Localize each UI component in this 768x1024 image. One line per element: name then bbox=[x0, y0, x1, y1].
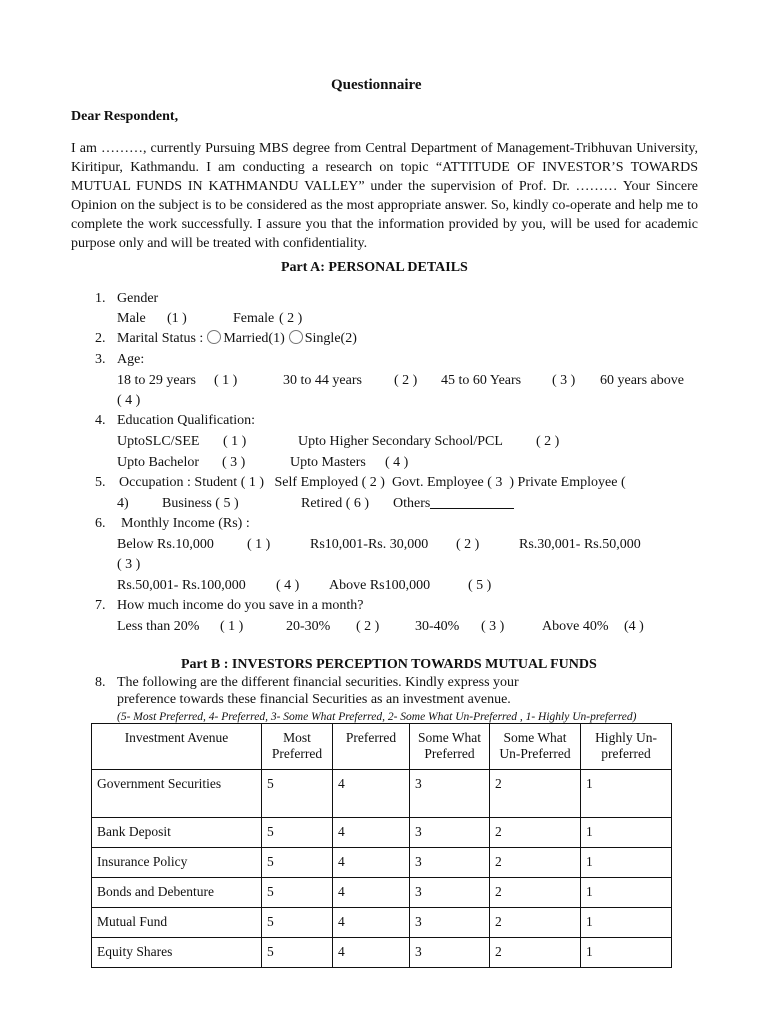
q6-option-1[interactable]: Below Rs.10,000 bbox=[117, 537, 214, 552]
part-b-heading: Part B : INVESTORS PERCEPTION TOWARDS MUTUAL FUNDS bbox=[181, 657, 597, 672]
q6-option-5[interactable]: Above Rs100,000 bbox=[329, 578, 431, 593]
table-row bbox=[92, 908, 672, 938]
q6-code-3: ( 3 ) bbox=[117, 557, 141, 572]
q2-option-single: Single(2) bbox=[304, 331, 357, 346]
q1-number: 1. bbox=[95, 291, 106, 306]
rating-cell[interactable]: 5 bbox=[262, 818, 333, 848]
rating-cell[interactable]: 3 bbox=[410, 938, 490, 968]
rating-cell[interactable]: 3 bbox=[410, 818, 490, 848]
q3-option-4[interactable]: 60 years above bbox=[600, 373, 684, 388]
q6-code-1: ( 1 ) bbox=[247, 537, 271, 552]
rating-cell[interactable]: 4 bbox=[333, 878, 410, 908]
q7-code-4: (4 ) bbox=[624, 619, 644, 634]
q4-option-3[interactable]: Upto Bachelor bbox=[117, 455, 200, 470]
q4-code-2: ( 2 ) bbox=[536, 434, 560, 449]
row-label: Bank Deposit bbox=[92, 818, 262, 848]
q5-code-4: 4) bbox=[117, 496, 129, 511]
row-label: Mutual Fund bbox=[92, 908, 262, 938]
row-label: Bonds and Debenture bbox=[92, 878, 262, 908]
rating-cell[interactable]: 4 bbox=[333, 770, 410, 818]
q7-code-2: ( 2 ) bbox=[356, 619, 380, 634]
rating-cell[interactable]: 1 bbox=[581, 878, 672, 908]
rating-cell[interactable]: 3 bbox=[410, 770, 490, 818]
rating-cell[interactable]: 1 bbox=[581, 848, 672, 878]
q4-label: Education Qualification: bbox=[117, 413, 256, 428]
q1-option-male[interactable]: Male bbox=[117, 311, 146, 326]
table-header-row bbox=[92, 724, 672, 770]
rating-cell[interactable]: 1 bbox=[581, 770, 672, 818]
rating-cell[interactable]: 1 bbox=[581, 908, 672, 938]
q5-number: 5. bbox=[95, 475, 106, 490]
header-investment-avenue: Investment Avenue bbox=[92, 724, 262, 770]
rating-cell[interactable]: 3 bbox=[410, 848, 490, 878]
rating-cell[interactable]: 3 bbox=[410, 908, 490, 938]
rating-cell[interactable]: 2 bbox=[490, 878, 581, 908]
q4-option-1[interactable]: UptoSLC/SEE bbox=[117, 434, 200, 449]
q7-code-1: ( 1 ) bbox=[220, 619, 244, 634]
table-row bbox=[92, 848, 672, 878]
q6-number: 6. bbox=[95, 516, 106, 531]
q7-option-2[interactable]: 20-30% bbox=[286, 619, 331, 634]
q4-number: 4. bbox=[95, 413, 106, 428]
q8-line-1: The following are the different financial securities. Kindly express your bbox=[117, 675, 519, 690]
q7-option-3[interactable]: 30-40% bbox=[415, 619, 460, 634]
rating-cell[interactable]: 1 bbox=[581, 818, 672, 848]
header-highly-un-preferred: Highly Un-preferred bbox=[581, 724, 672, 770]
header-preferred: Preferred bbox=[333, 724, 410, 770]
rating-cell[interactable]: 1 bbox=[581, 938, 672, 968]
q3-code-3: ( 3 ) bbox=[552, 373, 576, 388]
q6-code-4: ( 4 ) bbox=[276, 578, 300, 593]
rating-cell[interactable]: 5 bbox=[262, 770, 333, 818]
page-title: Questionnaire bbox=[331, 77, 422, 93]
header-most-preferred: Most Preferred bbox=[262, 724, 333, 770]
row-label: Government Securities bbox=[92, 770, 262, 818]
part-a-heading: Part A: PERSONAL DETAILS bbox=[281, 260, 468, 275]
rating-cell[interactable]: 4 bbox=[333, 938, 410, 968]
rating-cell[interactable]: 5 bbox=[262, 938, 333, 968]
q3-option-2[interactable]: 30 to 44 years bbox=[283, 373, 362, 388]
q6-option-4[interactable]: Rs.50,001- Rs.100,000 bbox=[117, 578, 246, 593]
rating-cell[interactable]: 5 bbox=[262, 908, 333, 938]
q4-code-4: ( 4 ) bbox=[385, 455, 409, 470]
q2-row bbox=[117, 330, 357, 348]
q3-option-1[interactable]: 18 to 29 years bbox=[117, 373, 196, 388]
rating-cell[interactable]: 2 bbox=[490, 908, 581, 938]
q3-label: Age: bbox=[117, 352, 145, 367]
q1-option-male-code: (1 ) bbox=[167, 311, 187, 326]
q4-option-4[interactable]: Upto Masters bbox=[290, 455, 366, 470]
q8-line-2: preference towards these financial Securities as an investment avenue. bbox=[117, 692, 511, 707]
q2-number: 2. bbox=[95, 331, 106, 346]
q3-code-1: ( 1 ) bbox=[214, 373, 238, 388]
rating-cell[interactable]: 5 bbox=[262, 848, 333, 878]
header-some-what-un-preferred: Some What Un-Preferred bbox=[490, 724, 581, 770]
intro-paragraph: I am ………, currently Pursuing MBS degree from Central Department of Management-Tribhuvan University, Kiritipur, Kathmandu. I am conducting a research on topic “ATTITUDE OF INVESTOR’S TOWARDS MUTUAL FUNDS IN KATHMANDU VALLEY” under the supervision of Prof. Dr. ……… Your Sincere Opinion on the subject is to be considered as the most appropriate answer. So, kindly co-operate and help me to complete the work successfully. I assure you that the information provided by you, will be used for academic purpose only and will be treated with confidentiality. bbox=[71, 141, 698, 251]
q6-code-5: ( 5 ) bbox=[468, 578, 492, 593]
q1-label: Gender bbox=[117, 291, 159, 306]
q3-number: 3. bbox=[95, 352, 106, 367]
radio-single[interactable] bbox=[289, 330, 303, 344]
table-row bbox=[92, 878, 672, 908]
q5-others-row bbox=[393, 495, 514, 513]
rating-cell[interactable]: 4 bbox=[333, 818, 410, 848]
rating-cell[interactable]: 3 bbox=[410, 878, 490, 908]
q5-option-others: Others bbox=[393, 496, 431, 511]
q5-option-retired[interactable]: Retired ( 6 ) bbox=[301, 496, 370, 511]
q4-code-1: ( 1 ) bbox=[223, 434, 247, 449]
q1-option-female-code: ( 2 ) bbox=[279, 311, 303, 326]
rating-cell[interactable]: 5 bbox=[262, 878, 333, 908]
rating-cell[interactable]: 2 bbox=[490, 848, 581, 878]
q7-label: How much income do you save in a month? bbox=[117, 598, 364, 613]
rating-cell[interactable]: 2 bbox=[490, 938, 581, 968]
investment-preference-table bbox=[91, 723, 672, 968]
rating-cell[interactable]: 4 bbox=[333, 848, 410, 878]
q4-code-3: ( 3 ) bbox=[222, 455, 246, 470]
table-row bbox=[92, 770, 672, 818]
q5-option-business[interactable]: Business ( 5 ) bbox=[162, 496, 239, 511]
q8-number: 8. bbox=[95, 675, 106, 690]
q6-label: Monthly Income (Rs) : bbox=[121, 516, 250, 531]
q6-option-3[interactable]: Rs.30,001- Rs.50,000 bbox=[519, 537, 641, 552]
q7-number: 7. bbox=[95, 598, 106, 613]
rating-cell[interactable]: 4 bbox=[333, 908, 410, 938]
header-some-what-preferred: Some What Preferred bbox=[410, 724, 490, 770]
q3-code-4: ( 4 ) bbox=[117, 393, 141, 408]
table-row bbox=[92, 938, 672, 968]
q8-scale-note: (5- Most Preferred, 4- Preferred, 3- Some What Preferred, 2- Some What Un-Preferred , 1- Highly Un-preferred) bbox=[117, 711, 637, 723]
q7-option-1[interactable]: Less than 20% bbox=[117, 619, 200, 634]
others-blank-field[interactable] bbox=[430, 495, 514, 509]
rating-cell[interactable]: 2 bbox=[490, 818, 581, 848]
q1-option-female[interactable]: Female bbox=[233, 311, 275, 326]
q6-code-2: ( 2 ) bbox=[456, 537, 480, 552]
q3-option-3[interactable]: 45 to 60 Years bbox=[441, 373, 522, 388]
table-row bbox=[92, 818, 672, 848]
salutation: Dear Respondent, bbox=[71, 109, 179, 124]
q7-code-3: ( 3 ) bbox=[481, 619, 505, 634]
radio-married[interactable] bbox=[207, 330, 221, 344]
q2-option-married: Married(1) bbox=[223, 331, 285, 346]
q2-label: Marital Status : bbox=[117, 331, 204, 346]
q3-code-2: ( 2 ) bbox=[394, 373, 418, 388]
rating-cell[interactable]: 2 bbox=[490, 770, 581, 818]
q5-line-1: Occupation : Student ( 1 ) Self Employed ( 2 ) Govt. Employee ( 3 ) Private Employee ( bbox=[119, 475, 626, 490]
q4-option-2[interactable]: Upto Higher Secondary School/PCL bbox=[298, 434, 503, 449]
q7-option-4[interactable]: Above 40% bbox=[542, 619, 609, 634]
row-label: Insurance Policy bbox=[92, 848, 262, 878]
q6-option-2[interactable]: Rs10,001-Rs. 30,000 bbox=[310, 537, 429, 552]
row-label: Equity Shares bbox=[92, 938, 262, 968]
